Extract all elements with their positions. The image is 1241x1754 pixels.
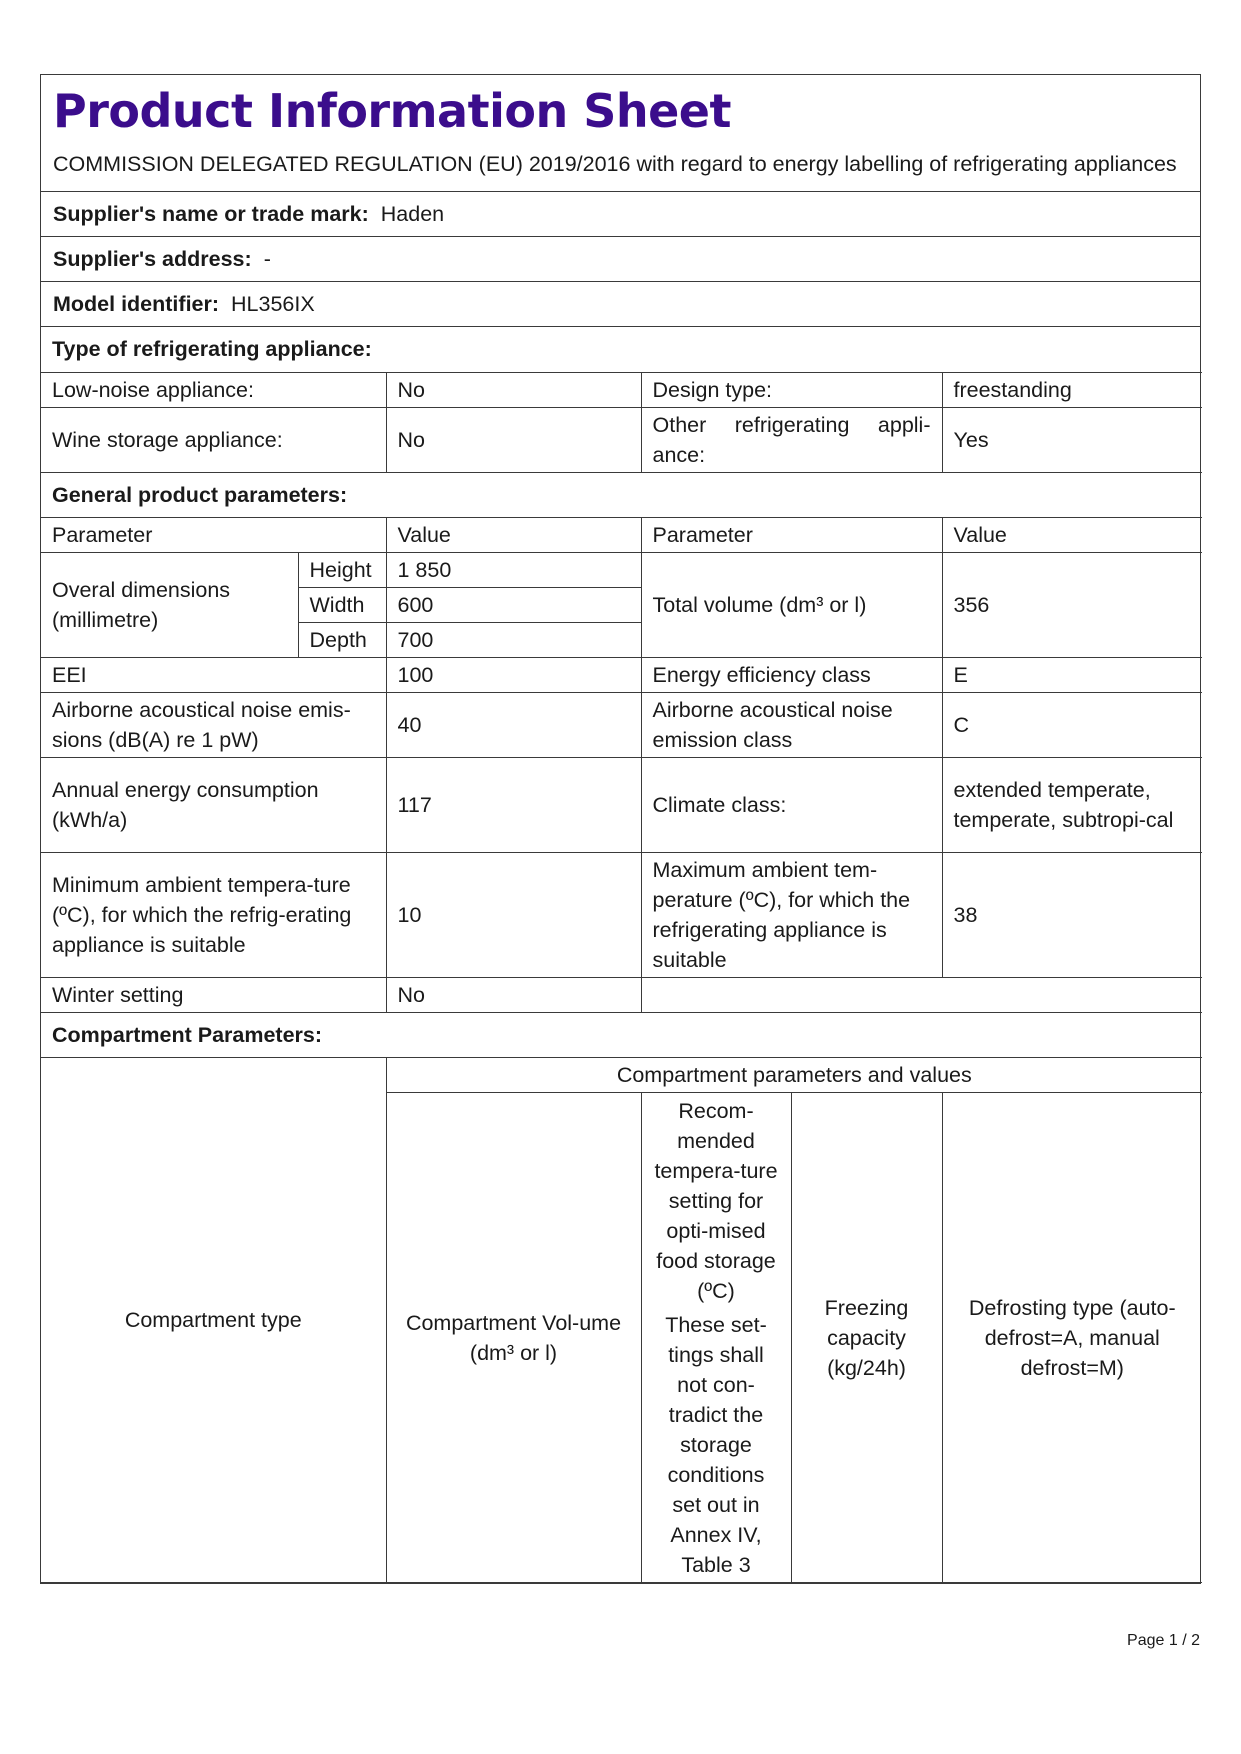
design-type-label: Design type:: [641, 372, 942, 407]
depth-value: 700: [386, 622, 641, 657]
height-label: Height: [298, 552, 386, 587]
supplier-name-value: Haden: [380, 201, 445, 226]
dimensions-label: Overal dimensions (millimetre): [41, 552, 298, 657]
low-noise-value: No: [386, 372, 641, 407]
energy-class-label: Energy efficiency class: [641, 657, 942, 692]
max-temperature-label: Maximum ambient tem-perature (ºC), for which the refrigerating appliance is suitable: [641, 852, 942, 977]
compartment-group-header: Compartment parameters and values: [386, 1058, 1202, 1093]
noise-class-value: C: [942, 692, 1202, 757]
column-header-parameter-2: Parameter: [641, 517, 942, 552]
noise-class-label: Airborne acoustical noise emission class: [641, 692, 942, 757]
product-information-sheet: [40, 74, 1201, 1584]
height-value: 1 850: [386, 552, 641, 587]
compartment-volume-header: Compartment Vol-ume (dm³ or l): [386, 1093, 641, 1583]
depth-label: Depth: [298, 622, 386, 657]
model-identifier-value: HL356IX: [231, 291, 315, 316]
type-section-heading: Type of refrigerating appliance:: [41, 327, 1202, 372]
column-header-parameter: Parameter: [41, 517, 386, 552]
supplier-address-value: -: [263, 246, 271, 271]
empty-cell: [641, 977, 1202, 1012]
eei-value: 100: [386, 657, 641, 692]
energy-class-value: E: [942, 657, 1202, 692]
winter-setting-value: No: [386, 977, 641, 1012]
page-title: Product Information Sheet: [53, 84, 731, 138]
title-block: [41, 75, 1200, 192]
supplier-name-label: Supplier's name or trade mark:: [53, 201, 369, 226]
width-value: 600: [386, 587, 641, 622]
recommended-temperature-header: [641, 1093, 791, 1583]
model-identifier-label: Model identifier:: [53, 291, 220, 316]
low-noise-label: Low-noise appliance:: [41, 372, 386, 407]
supplier-address-label: Supplier's address:: [53, 246, 252, 271]
defrosting-type-header: Defrosting type (auto-defrost=A, manual defrost=M): [942, 1093, 1202, 1583]
compartment-type-header: Compartment type: [41, 1058, 386, 1583]
page-number: Page 1 / 2: [1127, 1632, 1200, 1649]
eei-label: EEI: [41, 657, 386, 692]
noise-emission-label: Airborne acoustical noise emis-sions (dB(A) re 1 pW): [41, 692, 386, 757]
parameters-table: [41, 327, 1202, 1058]
annual-energy-value: 117: [386, 757, 641, 852]
design-type-value: freestanding: [942, 372, 1202, 407]
annual-energy-label: Annual energy consumption (kWh/a): [41, 757, 386, 852]
min-temperature-label: Minimum ambient tempera-ture (ºC), for which the refrig-erating appliance is suitable: [41, 852, 386, 977]
model-identifier-row: [41, 282, 1200, 327]
general-section-heading: General product parameters:: [41, 472, 1202, 517]
total-volume-value: 356: [942, 552, 1202, 657]
other-appliance-value: Yes: [942, 407, 1202, 472]
supplier-name-row: [41, 192, 1200, 237]
compartment-section-heading: Compartment Parameters:: [41, 1012, 1202, 1057]
total-volume-label: Total volume (dm³ or l): [641, 552, 942, 657]
wine-storage-label: Wine storage appliance:: [41, 407, 386, 472]
climate-class-label: Climate class:: [641, 757, 942, 852]
supplier-address-row: [41, 237, 1200, 282]
min-temperature-value: 10: [386, 852, 641, 977]
other-appliance-label: Other refrigerating appli-ance:: [641, 407, 942, 472]
noise-emission-value: 40: [386, 692, 641, 757]
climate-class-value: extended temperate, temperate, subtropi-cal: [942, 757, 1202, 852]
max-temperature-value: 38: [942, 852, 1202, 977]
column-header-value-2: Value: [942, 517, 1202, 552]
column-header-value: Value: [386, 517, 641, 552]
winter-setting-label: Winter setting: [41, 977, 386, 1012]
wine-storage-value: No: [386, 407, 641, 472]
compartment-table: [41, 1058, 1202, 1584]
width-label: Width: [298, 587, 386, 622]
freezing-capacity-header: Freezing capacity (kg/24h): [791, 1093, 942, 1583]
recommended-temperature-label: Recom-mended tempera-ture setting for opti-mised food storage (ºC): [654, 1098, 778, 1303]
regulation-subtitle: COMMISSION DELEGATED REGULATION (EU) 2019/2016 with regard to energy labelling of refrigerating appliances: [53, 152, 1177, 176]
temperature-settings-note: These set-tings shall not con-tradict the storage conditions set out in Annex IV, Table 3: [665, 1312, 767, 1577]
